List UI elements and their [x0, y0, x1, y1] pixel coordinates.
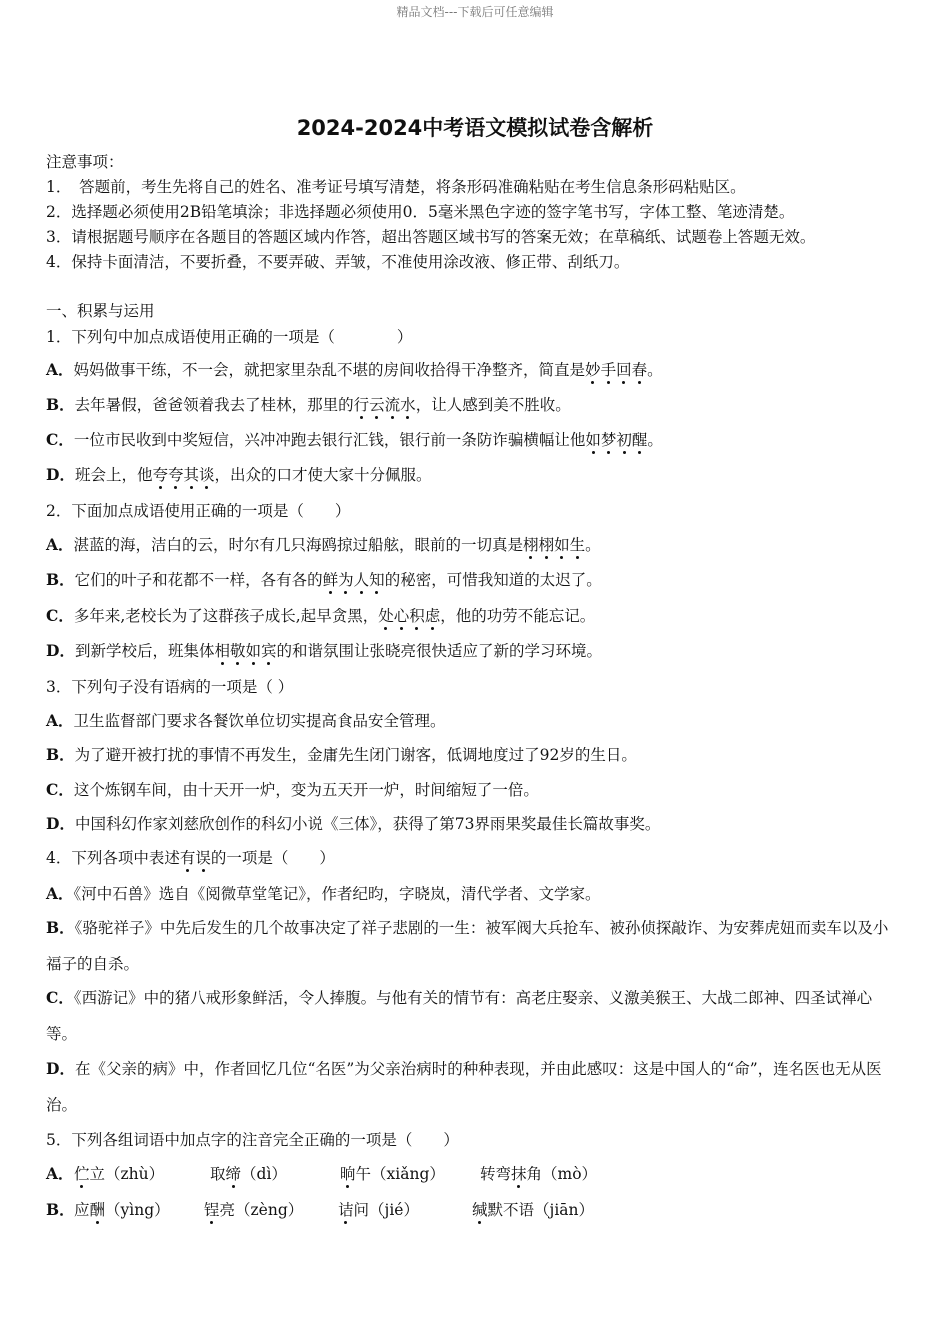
- q2-stem: 2．下面加点成语使用正确的一项是（ ）: [46, 502, 351, 520]
- option-label: A．: [46, 711, 74, 730]
- dotted-idiom: 鲜为人知: [322, 571, 385, 589]
- pinyin-item: 锃亮（zèng）: [204, 1201, 304, 1219]
- option-label: D．: [46, 1059, 75, 1078]
- dotted-idiom: 处心积虑: [378, 607, 441, 625]
- option-label: A．: [46, 360, 74, 379]
- notes-heading: 注意事项：: [46, 153, 124, 171]
- pinyin-item: 取缔（dì）: [210, 1165, 287, 1183]
- q1-stem: 1．下列句中加点成语使用正确的一项是（ ）: [46, 328, 413, 346]
- pinyin-item: 缄默不语（jiān）: [472, 1201, 595, 1219]
- dotted-idiom: 相敬如宾: [214, 642, 277, 660]
- section-heading: 一、积累与运用: [46, 302, 155, 320]
- note-item-3: 3．请根据题号顺序在各题目的答题区域内作答，超出答题区域书写的答案无效；在草稿纸、试题卷上答题无效。: [46, 228, 816, 246]
- option-label: C．: [46, 606, 74, 625]
- q1-option-a: A．妈妈做事干练，不一会，就把家里杂乱不堪的房间收拾得干净整齐，简直是妙手回春。: [46, 360, 663, 379]
- option-label: B．: [46, 570, 75, 589]
- pinyin-item: 诘问（jié）: [338, 1201, 419, 1219]
- option-label: C．: [46, 780, 74, 799]
- pinyin-item: 晌午（xiǎng）: [340, 1165, 445, 1183]
- dotted-idiom: 行云流水: [353, 396, 416, 414]
- q1-option-c: C．一位市民收到中奖短信，兴冲冲跑去银行汇钱，银行前一条防诈骗横幅让他如梦初醒。: [46, 430, 663, 449]
- option-label: C．: [46, 988, 74, 1007]
- dotted-word: 有误: [179, 849, 211, 867]
- q4-option-b: B．《骆驼祥子》中先后发生的几个故事决定了祥子悲剧的一生：被军阀大兵抢车、被孙侦探敲诈、为安葬虎妞而卖车以及小福子的自杀。: [46, 918, 889, 973]
- option-label: D．: [46, 814, 75, 833]
- dotted-idiom: 如梦初醒: [585, 431, 648, 449]
- dotted-char: 缄: [472, 1201, 488, 1219]
- q3-option-d: D．中国科幻作家刘慈欣创作的科幻小说《三体》，获得了第73界雨果奖最佳长篇故事奖。: [46, 814, 661, 833]
- q3-stem: 3．下列句子没有语病的一项是（ ）: [46, 678, 294, 696]
- q4-option-c: C．《西游记》中的猪八戒形象鲜活，令人捧腹。与他有关的情节有：高老庄娶亲、义激美猴王、大战二郎神、四圣试禅心等。: [46, 988, 873, 1043]
- pinyin-item: 转弯抹角（mò）: [480, 1165, 598, 1183]
- q2-option-d: D．到新学校后，班集体相敬如宾的和谐氛围让张晓亮很快适应了新的学习环境。: [46, 641, 603, 660]
- option-label: D．: [46, 465, 75, 484]
- dotted-char: 晌: [340, 1165, 356, 1183]
- option-label: B．: [46, 395, 75, 414]
- dotted-char: 缔: [225, 1165, 242, 1183]
- pinyin-item: 伫立（zhù）: [74, 1165, 165, 1183]
- option-label: B．: [46, 918, 75, 937]
- note-item-1: 1． 答题前，考生先将自己的姓名、准考证号填写清楚，将条形码准确粘贴在考生信息条形码粘贴区。: [46, 178, 746, 196]
- option-label: B．: [46, 745, 75, 764]
- dotted-char: 抹: [511, 1165, 527, 1183]
- document-title: 2024-2024中考语文模拟试卷含解析: [296, 116, 654, 140]
- dotted-idiom: 夸夸其谈: [152, 466, 215, 484]
- option-label: D．: [46, 641, 75, 660]
- q3-option-c: C．这个炼钢车间，由十天开一炉，变为五天开一炉，时间缩短了一倍。: [46, 780, 539, 799]
- dotted-char: 锃: [204, 1201, 220, 1219]
- option-label: A．: [46, 535, 74, 554]
- q4-stem: 4．下列各项中表述有误的一项是（ ）: [46, 849, 335, 867]
- q3-option-b: B．为了避开被打扰的事情不再发生，金庸先生闭门谢客，低调地度过了92岁的生日。: [46, 745, 637, 764]
- q2-option-b: B．它们的叶子和花都不一样，各有各的鲜为人知的秘密，可惜我知道的太迟了。: [46, 570, 602, 589]
- q3-option-a: A．卫生监督部门要求各餐饮单位切实提高食品安全管理。: [46, 711, 446, 730]
- option-label: A．: [46, 884, 74, 903]
- note-item-4: 4．保持卡面清洁，不要折叠，不要弄破、弄皱，不准使用涂改液、修正带、刮纸刀。: [46, 253, 630, 271]
- q2-option-c: C．多年来,老校长为了这群孩子成长,起早贪黑，处心积虑，他的功劳不能忘记。: [46, 606, 596, 625]
- q1-option-d: D．班会上，他夸夸其谈，出众的口才使大家十分佩服。: [46, 465, 432, 484]
- q5-stem: 5．下列各组词语中加点字的注音完全正确的一项是（ ）: [46, 1131, 459, 1149]
- header-watermark: 精品文档---下载后可任意编辑: [396, 5, 554, 19]
- dotted-idiom: 栩栩如生: [523, 536, 586, 554]
- q4-option-a: A．《河中石兽》选自《阅微草堂笔记》，作者纪昀，字晓岚，清代学者、文学家。: [46, 884, 601, 903]
- option-label: B．: [46, 1200, 75, 1219]
- dotted-char: 伫: [74, 1165, 90, 1183]
- option-label: A．: [46, 1164, 74, 1183]
- dotted-idiom: 妙手回春: [585, 361, 648, 379]
- q2-option-a: A．湛蓝的海，洁白的云，时尔有几只海鸥掠过船舷，眼前的一切真是栩栩如生。: [46, 535, 601, 554]
- dotted-char: 酬: [89, 1201, 106, 1219]
- dotted-char: 诘: [338, 1201, 354, 1219]
- note-item-2: 2．选择题必须使用2B铅笔填涂；非选择题必须使用0．5毫米黑色字迹的签字笔书写，字体工整、笔迹清楚。: [46, 203, 795, 221]
- option-label: C．: [46, 430, 74, 449]
- pinyin-item: 应酬（yìng）: [74, 1201, 170, 1219]
- q1-option-b: B．去年暑假，爸爸领着我去了桂林，那里的行云流水，让人感到美不胜收。: [46, 395, 571, 414]
- q4-option-d: D．在《父亲的病》中，作者回忆几位“名医”为父亲治病时的种种表现，并由此感叹：这是中国人的“命”，连名医也无从医治。: [46, 1059, 882, 1114]
